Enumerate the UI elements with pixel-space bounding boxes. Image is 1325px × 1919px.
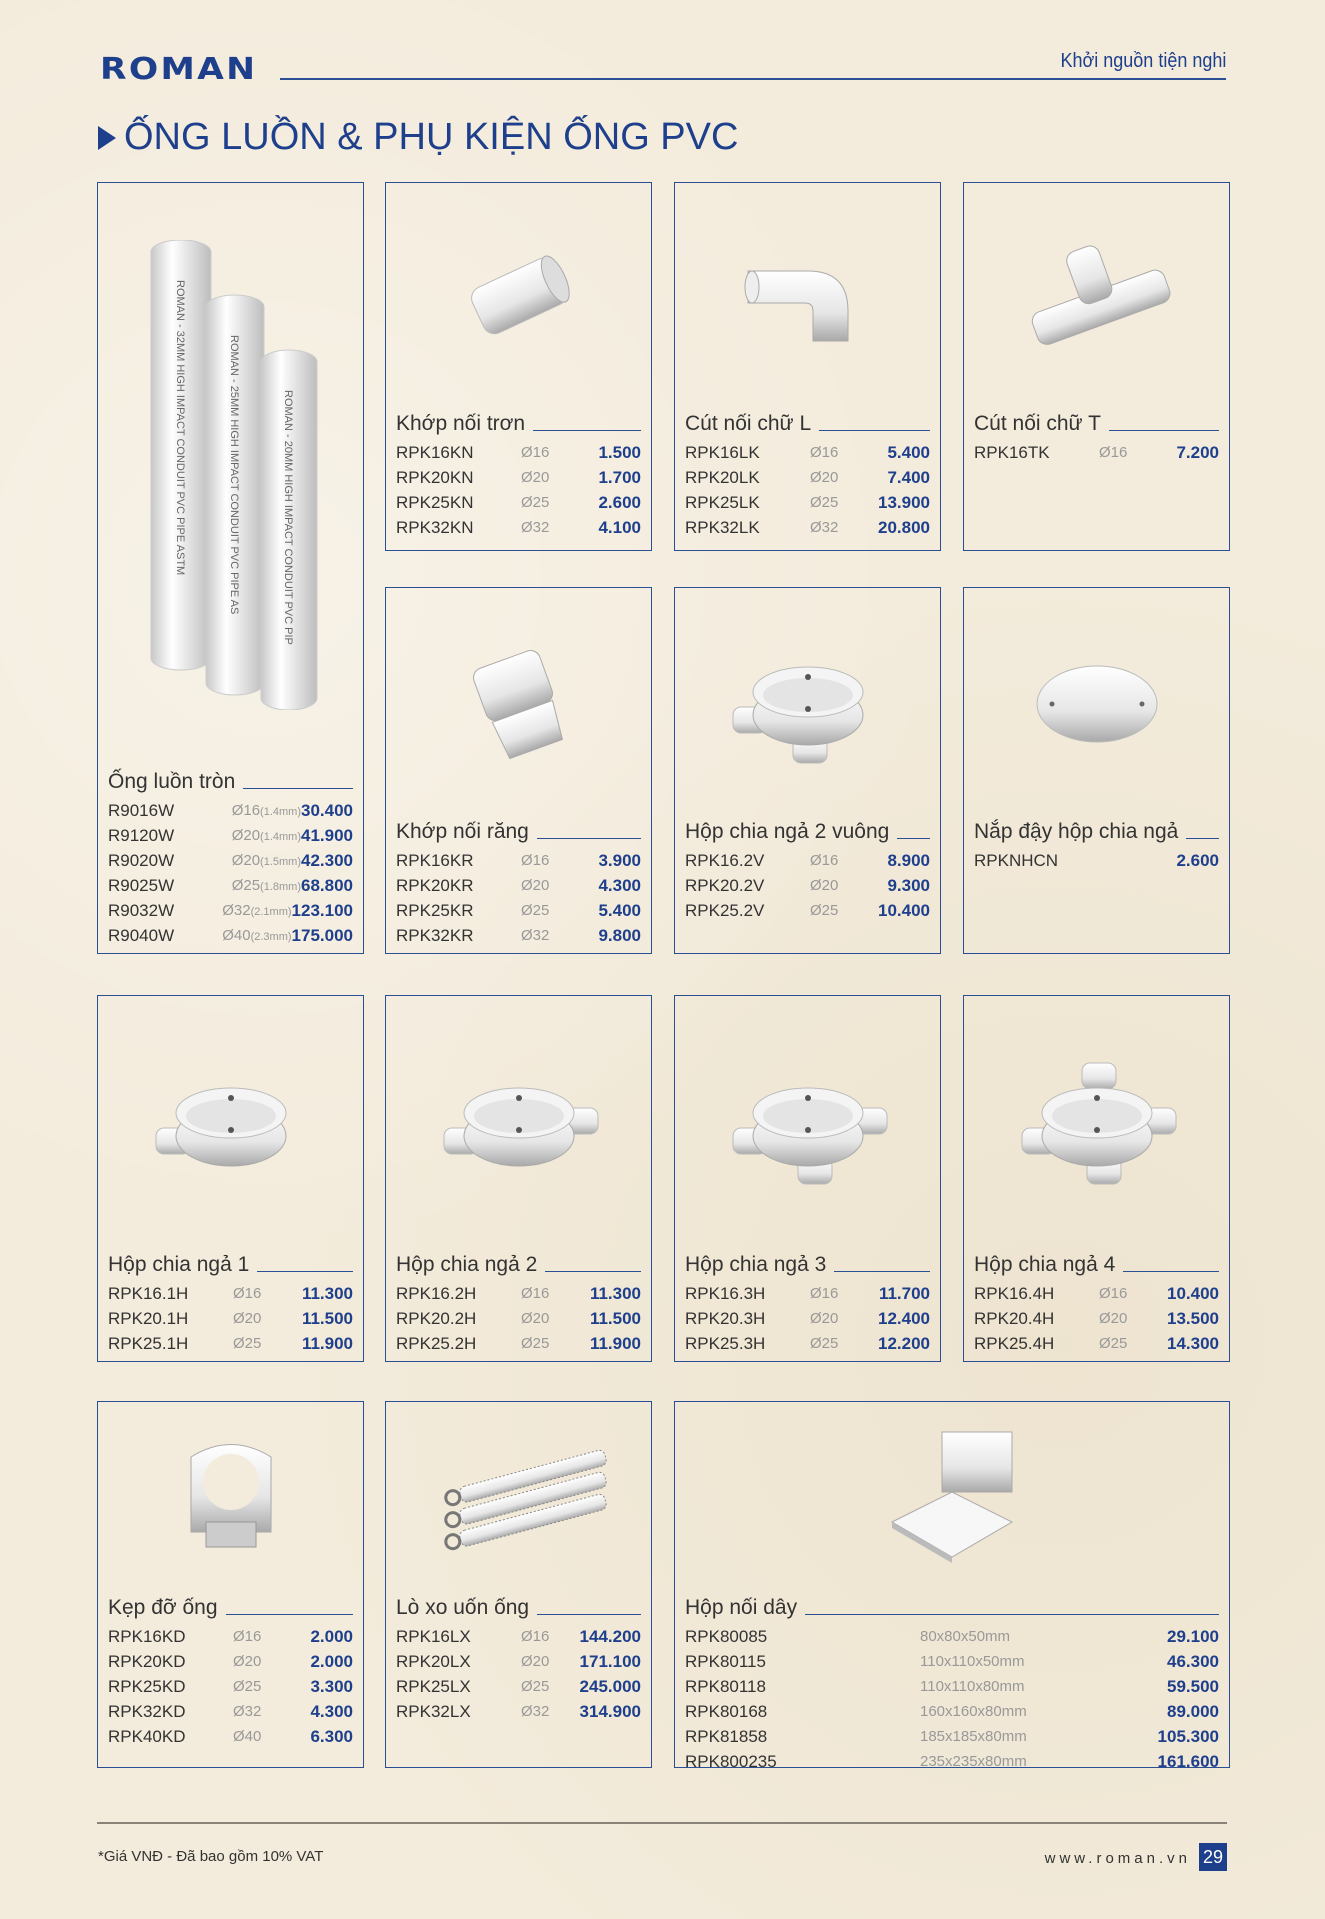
- price-row: [396, 873, 641, 898]
- product-price: 105.300: [1157, 1726, 1219, 1746]
- product-price: 7.200: [1176, 442, 1219, 462]
- product-price: 3.300: [310, 1676, 353, 1696]
- product-title: [108, 1592, 353, 1620]
- product-size: Ø32: [521, 927, 550, 944]
- product-size: 110x110x80mm: [920, 1678, 1025, 1695]
- product-code: R9020W: [108, 850, 175, 870]
- product-size: Ø40(2.3mm): [222, 927, 292, 944]
- price-row: [685, 490, 930, 515]
- price-row: [685, 1749, 1219, 1774]
- page-title-text: ỐNG LUỒN & PHỤ KIỆN ỐNG PVC: [124, 116, 739, 158]
- adapter-image: [396, 588, 641, 816]
- product-price: 2.600: [1176, 850, 1219, 870]
- title-rule: [243, 788, 353, 790]
- page-number: 29: [1199, 1843, 1227, 1871]
- product-code: R9032W: [108, 900, 175, 920]
- price-row: [108, 873, 353, 898]
- product-title-text: Hộp chia ngả 4: [974, 1253, 1116, 1276]
- product-price: 13.500: [1167, 1308, 1219, 1328]
- box2v-image: [685, 588, 930, 816]
- product-code: RPK16KR: [396, 850, 474, 870]
- price-row: [685, 848, 930, 873]
- product-code: RPK32KR: [396, 925, 474, 945]
- spring-image: [396, 1402, 641, 1592]
- product-code: RPK20KR: [396, 875, 474, 895]
- product-title-text: Kẹp đỡ ống: [108, 1596, 218, 1619]
- page-title: [98, 116, 738, 159]
- product-size: Ø16: [233, 1285, 262, 1302]
- product-price: 5.400: [598, 900, 641, 920]
- product-card: [963, 587, 1230, 954]
- product-size: Ø20: [1099, 1310, 1128, 1327]
- product-code: RPK80168: [685, 1701, 768, 1721]
- product-title-text: Cút nối chữ T: [974, 412, 1101, 435]
- product-code: RPK20LX: [396, 1651, 471, 1671]
- product-code: R9040W: [108, 925, 175, 945]
- product-code: RPK32LX: [396, 1701, 471, 1721]
- product-size: Ø16: [810, 852, 839, 869]
- product-code: RPK20.2H: [396, 1308, 477, 1328]
- product-price: 144.200: [579, 1626, 641, 1646]
- product-price: 11.300: [589, 1283, 641, 1303]
- product-price: 2.600: [598, 492, 641, 512]
- price-row: [974, 1281, 1219, 1306]
- product-code: RPK25.2V: [685, 900, 765, 920]
- product-size: Ø20: [521, 1310, 550, 1327]
- product-code: RPK25.3H: [685, 1333, 766, 1353]
- product-size: Ø25: [521, 1678, 550, 1695]
- product-title: [974, 1249, 1219, 1277]
- price-row: [396, 1331, 641, 1356]
- product-title-text: Hộp chia ngả 2 vuông: [685, 820, 890, 843]
- tee-image: [974, 183, 1219, 408]
- title-rule: [834, 1271, 930, 1273]
- product-size: Ø16: [810, 1285, 839, 1302]
- product-size: Ø16: [521, 444, 550, 461]
- product-size: 160x160x80mm: [920, 1703, 1027, 1720]
- product-size: Ø25: [810, 902, 839, 919]
- box2-image: [396, 996, 641, 1249]
- product-code: RPK16TK: [974, 442, 1050, 462]
- product-title-text: Cút nối chữ L: [685, 412, 812, 435]
- product-code: RPK20.4H: [974, 1308, 1055, 1328]
- product-price: 175.000: [291, 925, 353, 945]
- price-row: [396, 515, 641, 540]
- product-price: 9.800: [598, 925, 641, 945]
- price-row: [685, 873, 930, 898]
- product-price: 4.300: [310, 1701, 353, 1721]
- price-row: [396, 923, 641, 948]
- product-title-text: Lò xo uốn ống: [396, 1596, 530, 1619]
- product-card: [385, 995, 652, 1362]
- product-size: Ø20: [233, 1653, 262, 1670]
- product-code: RPK16.3H: [685, 1283, 766, 1303]
- product-price: 11.900: [589, 1333, 641, 1353]
- product-title-text: Hộp chia ngả 3: [685, 1253, 827, 1276]
- product-price: 68.800: [301, 875, 353, 895]
- product-code: RPK25.2H: [396, 1333, 477, 1353]
- product-code: RPK25KD: [108, 1676, 186, 1696]
- wall-thickness: (1.4mm): [260, 831, 301, 843]
- box4-image: [974, 996, 1219, 1249]
- product-price: 11.300: [301, 1283, 353, 1303]
- svg-text:ROMAN - 32MM HIGH IMPACT CONDU: ROMAN - 32MM HIGH IMPACT CONDUIT PVC PIPE ASTM: [173, 279, 186, 575]
- product-size: Ø32(2.1mm): [222, 902, 292, 919]
- product-card: [674, 1401, 1230, 1771]
- title-rule: [537, 1614, 641, 1616]
- box3-image: [685, 996, 930, 1249]
- product-price: 4.100: [598, 517, 641, 537]
- product-code: R9025W: [108, 875, 175, 895]
- product-code: RPK20KN: [396, 467, 474, 487]
- price-row: [108, 1281, 353, 1306]
- price-row: [396, 898, 641, 923]
- product-price: 11.900: [301, 1333, 353, 1353]
- product-size: Ø32: [233, 1703, 262, 1720]
- product-code: RPK16LX: [396, 1626, 471, 1646]
- product-price: 12.200: [878, 1333, 930, 1353]
- product-price: 42.300: [301, 850, 353, 870]
- price-row: [685, 1649, 1219, 1674]
- product-size: Ø16: [233, 1628, 262, 1645]
- slogan: Khởi nguồn tiện nghi: [1060, 50, 1226, 72]
- header-divider: [280, 78, 1226, 80]
- product-title: [108, 766, 353, 794]
- triangle-bullet-icon: [98, 126, 116, 150]
- price-row: [685, 898, 930, 923]
- product-code: RPK16.4H: [974, 1283, 1055, 1303]
- coupling-image: [396, 183, 641, 408]
- product-price: 2.000: [310, 1651, 353, 1671]
- product-code: RPK800235: [685, 1751, 777, 1771]
- product-size: Ø16: [521, 1285, 550, 1302]
- product-price: 1.700: [598, 467, 641, 487]
- product-card: [97, 995, 364, 1362]
- product-size: 235x235x80mm: [920, 1753, 1027, 1770]
- product-title-text: Hộp nối dây: [685, 1596, 798, 1619]
- price-row: [685, 1306, 930, 1331]
- title-rule: [1123, 1271, 1219, 1273]
- product-price: 46.300: [1167, 1651, 1219, 1671]
- product-title-text: Khớp nối răng: [396, 820, 529, 843]
- product-price: 9.300: [887, 875, 930, 895]
- product-size: Ø20: [233, 1310, 262, 1327]
- product-code: RPK25.4H: [974, 1333, 1055, 1353]
- product-price: 59.500: [1167, 1676, 1219, 1696]
- product-card: [97, 1401, 364, 1768]
- price-row: [685, 1624, 1219, 1649]
- price-row: [396, 465, 641, 490]
- product-size: Ø25: [810, 494, 839, 511]
- price-row: [108, 1649, 353, 1674]
- price-row: [396, 490, 641, 515]
- product-size: Ø32: [521, 519, 550, 536]
- product-title-text: Nắp đậy hộp chia ngả: [974, 820, 1179, 843]
- product-title-text: Hộp chia ngả 2: [396, 1253, 538, 1276]
- product-title: [396, 1249, 641, 1277]
- product-price: 14.300: [1167, 1333, 1219, 1353]
- wall-thickness: (1.5mm): [260, 856, 301, 868]
- product-size: Ø16: [810, 444, 839, 461]
- product-size: Ø25: [1099, 1335, 1128, 1352]
- product-size: Ø25: [521, 902, 550, 919]
- product-title-text: Khớp nối trơn: [396, 412, 526, 435]
- product-title: [685, 1592, 1219, 1620]
- product-price: 30.400: [301, 800, 353, 820]
- product-price: 3.900: [598, 850, 641, 870]
- price-row: [108, 1699, 353, 1724]
- product-price: 11.500: [589, 1308, 641, 1328]
- product-size: Ø25: [810, 1335, 839, 1352]
- price-row: [108, 1674, 353, 1699]
- product-title: [396, 816, 641, 844]
- product-size: Ø20(1.4mm): [231, 827, 301, 844]
- title-rule: [1186, 838, 1219, 840]
- product-price: 10.400: [878, 900, 930, 920]
- product-card: [385, 587, 652, 954]
- product-card: [385, 1401, 652, 1768]
- product-price: 11.700: [878, 1283, 930, 1303]
- product-code: RPK80085: [685, 1626, 768, 1646]
- product-size: Ø25(1.8mm): [231, 877, 301, 894]
- product-size: Ø25: [233, 1335, 262, 1352]
- product-size: 110x110x50mm: [920, 1653, 1025, 1670]
- price-row: [685, 1699, 1219, 1724]
- price-row: [685, 465, 930, 490]
- product-title: [685, 408, 930, 436]
- price-row: [108, 923, 353, 948]
- product-size: 185x185x80mm: [920, 1728, 1027, 1745]
- wall-thickness: (1.4mm): [260, 806, 301, 818]
- product-price: 11.500: [301, 1308, 353, 1328]
- elbow-image: [685, 183, 930, 408]
- product-title: [974, 408, 1219, 436]
- product-code: RPK20.2V: [685, 875, 765, 895]
- price-row: [974, 440, 1219, 465]
- price-row: [396, 848, 641, 873]
- product-size: Ø20(1.5mm): [231, 852, 301, 869]
- product-size: Ø16(1.4mm): [231, 802, 301, 819]
- product-code: RPK20.1H: [108, 1308, 189, 1328]
- product-code: RPK25.1H: [108, 1333, 189, 1353]
- product-price: 123.100: [291, 900, 353, 920]
- product-price: 20.800: [878, 517, 930, 537]
- product-size: Ø25: [521, 494, 550, 511]
- product-size: Ø32: [521, 1703, 550, 1720]
- product-code: RPK80118: [685, 1676, 766, 1696]
- product-title: [396, 1592, 641, 1620]
- price-row: [396, 1699, 641, 1724]
- price-row: [974, 848, 1219, 873]
- product-price: 12.400: [878, 1308, 930, 1328]
- product-size: Ø20: [810, 1310, 839, 1327]
- product-code: RPK80115: [685, 1651, 766, 1671]
- product-card: [674, 182, 941, 551]
- product-card: [97, 182, 364, 954]
- product-card: [674, 587, 941, 954]
- website-link[interactable]: www.roman.vn: [1044, 1850, 1191, 1867]
- price-row: [108, 848, 353, 873]
- product-size: Ø20: [521, 469, 550, 486]
- price-row: [396, 440, 641, 465]
- title-rule: [819, 430, 930, 432]
- product-title: [108, 1249, 353, 1277]
- product-price: 161.600: [1157, 1751, 1219, 1771]
- title-rule: [537, 838, 641, 840]
- product-title: [396, 408, 641, 436]
- brand-logo: ROMAN: [100, 52, 258, 87]
- price-row: [396, 1649, 641, 1674]
- price-row: [685, 1281, 930, 1306]
- product-code: R9120W: [108, 825, 175, 845]
- wall-thickness: (2.1mm): [250, 906, 292, 918]
- product-size: Ø20: [521, 877, 550, 894]
- product-price: 29.100: [1167, 1626, 1219, 1646]
- product-size: Ø40: [233, 1728, 262, 1745]
- product-size: Ø16: [1099, 444, 1128, 461]
- box1-image: [108, 996, 353, 1249]
- price-row: [396, 1281, 641, 1306]
- cap-image: [974, 588, 1219, 816]
- product-size: Ø16: [521, 852, 550, 869]
- product-size: Ø20: [521, 1653, 550, 1670]
- price-row: [108, 1331, 353, 1356]
- product-price: 7.400: [887, 467, 930, 487]
- product-price: 8.900: [887, 850, 930, 870]
- product-code: RPK16KN: [396, 442, 474, 462]
- product-card: [674, 995, 941, 1362]
- clip-image: [108, 1402, 353, 1592]
- title-rule: [1109, 430, 1219, 432]
- product-title: [685, 816, 930, 844]
- product-price: 5.400: [887, 442, 930, 462]
- price-row: [685, 440, 930, 465]
- product-code: RPK32KN: [396, 517, 474, 537]
- product-code: RPK81858: [685, 1726, 768, 1746]
- price-row: [685, 515, 930, 540]
- product-card: [385, 182, 652, 551]
- price-row: [974, 1331, 1219, 1356]
- title-rule: [257, 1271, 353, 1273]
- price-row: [108, 823, 353, 848]
- product-size: Ø16: [1099, 1285, 1128, 1302]
- product-card: [963, 182, 1230, 551]
- product-code: RPK20KD: [108, 1651, 186, 1671]
- price-row: [108, 1624, 353, 1649]
- price-row: [108, 798, 353, 823]
- product-size: Ø20: [810, 469, 839, 486]
- junction-image: [685, 1402, 1219, 1592]
- product-code: RPK25LK: [685, 492, 760, 512]
- price-row: [108, 1306, 353, 1331]
- product-code: RPK40KD: [108, 1726, 186, 1746]
- product-price: 245.000: [579, 1676, 641, 1696]
- product-price: 314.900: [579, 1701, 641, 1721]
- product-title-text: Ống luồn tròn: [108, 770, 236, 793]
- product-code: RPK16LK: [685, 442, 760, 462]
- product-title: [974, 816, 1219, 844]
- title-rule: [226, 1614, 353, 1616]
- product-size: Ø25: [233, 1678, 262, 1695]
- svg-text:ROMAN - 20MM HIGH IMPACT CONDU: ROMAN - 20MM HIGH IMPACT CONDUIT PVC PIP: [281, 389, 294, 645]
- product-price: 41.900: [301, 825, 353, 845]
- product-price: 2.000: [310, 1626, 353, 1646]
- product-code: RPK16KD: [108, 1626, 186, 1646]
- product-code: RPK16.2V: [685, 850, 765, 870]
- price-row: [108, 1724, 353, 1749]
- product-price: 10.400: [1167, 1283, 1219, 1303]
- product-title: [685, 1249, 930, 1277]
- product-code: RPK32LK: [685, 517, 760, 537]
- price-row: [396, 1674, 641, 1699]
- product-price: 4.300: [598, 875, 641, 895]
- pipes-image: [108, 183, 353, 766]
- product-size: Ø32: [810, 519, 839, 536]
- price-note: *Giá VNĐ - Đã bao gồm 10% VAT: [98, 1848, 324, 1865]
- svg-text:ROMAN - 25MM HIGH IMPACT CONDU: ROMAN - 25MM HIGH IMPACT CONDUIT PVC PIPE AS: [227, 334, 240, 614]
- product-code: RPK32KD: [108, 1701, 186, 1721]
- product-card: [963, 995, 1230, 1362]
- price-row: [685, 1724, 1219, 1749]
- product-price: 1.500: [598, 442, 641, 462]
- price-row: [685, 1674, 1219, 1699]
- product-code: RPK25LX: [396, 1676, 471, 1696]
- title-rule: [545, 1271, 641, 1273]
- product-code: R9016W: [108, 800, 175, 820]
- title-rule: [533, 430, 641, 432]
- product-code: RPKNHCN: [974, 850, 1059, 870]
- price-row: [974, 1306, 1219, 1331]
- product-title-text: Hộp chia ngả 1: [108, 1253, 250, 1276]
- product-code: RPK20LK: [685, 467, 760, 487]
- product-size: Ø20: [810, 877, 839, 894]
- product-code: RPK16.1H: [108, 1283, 189, 1303]
- wall-thickness: (2.3mm): [250, 931, 292, 943]
- product-price: 89.000: [1167, 1701, 1219, 1721]
- product-price: 6.300: [310, 1726, 353, 1746]
- product-price: 13.900: [878, 492, 930, 512]
- product-price: 171.100: [579, 1651, 641, 1671]
- price-row: [685, 1331, 930, 1356]
- title-rule: [805, 1614, 1219, 1616]
- title-rule: [897, 838, 930, 840]
- product-code: RPK25KR: [396, 900, 474, 920]
- product-size: 80x80x50mm: [920, 1628, 1011, 1645]
- price-row: [396, 1306, 641, 1331]
- footer-divider: [97, 1822, 1227, 1824]
- product-size: Ø16: [521, 1628, 550, 1645]
- product-code: RPK25KN: [396, 492, 474, 512]
- product-code: RPK20.3H: [685, 1308, 766, 1328]
- product-size: Ø25: [521, 1335, 550, 1352]
- wall-thickness: (1.8mm): [260, 881, 301, 893]
- price-row: [108, 898, 353, 923]
- price-row: [396, 1624, 641, 1649]
- product-code: RPK16.2H: [396, 1283, 477, 1303]
